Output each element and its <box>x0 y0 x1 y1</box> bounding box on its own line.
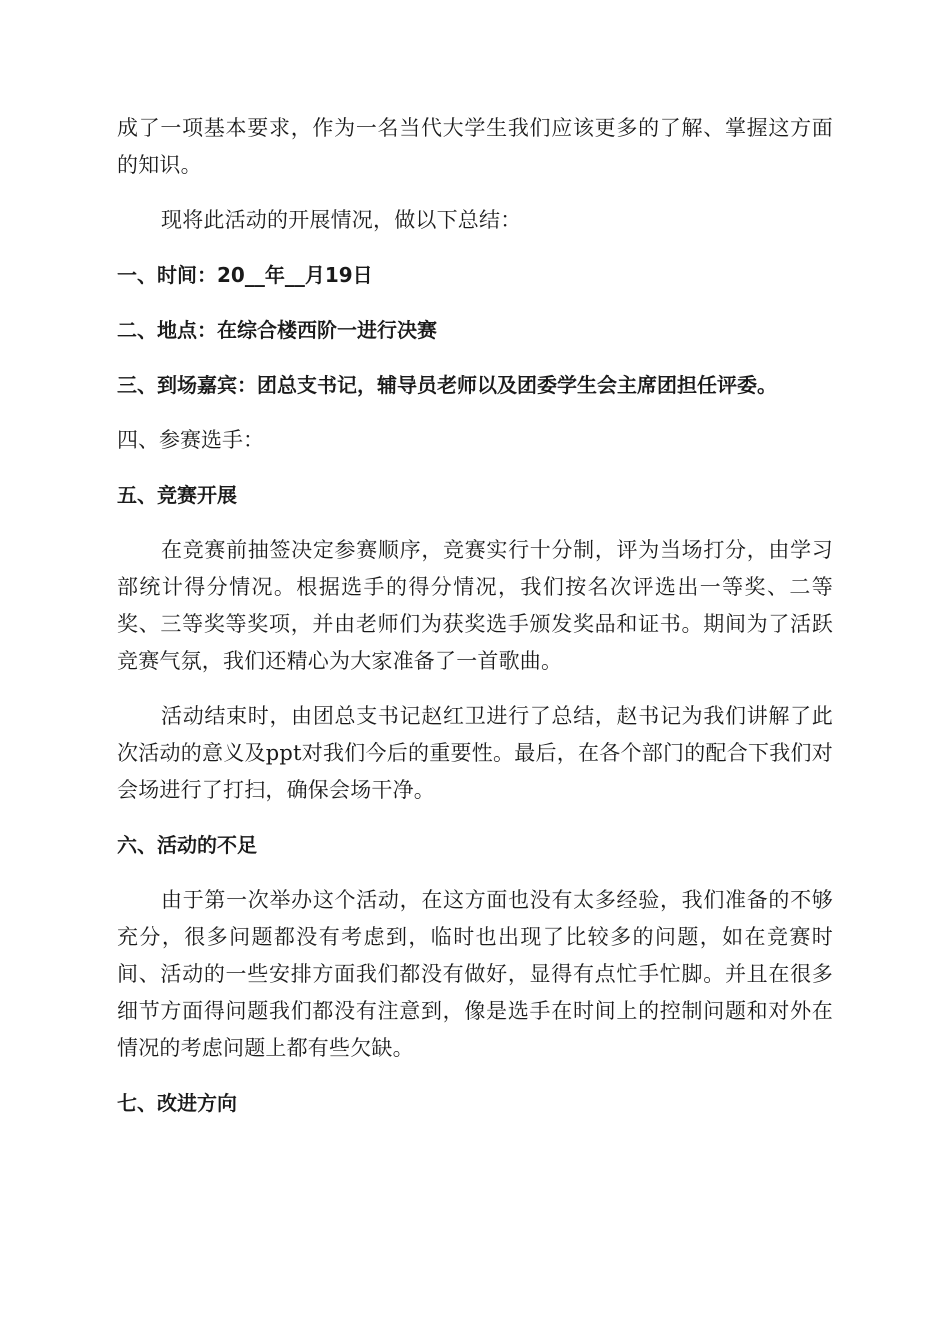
section-time-heading: 一、时间：20__年__月19日 <box>117 263 373 287</box>
section-improvement-heading: 七、改进方向 <box>117 1091 237 1115</box>
section-competition-heading: 五、竞赛开展 <box>117 483 237 507</box>
section-contestants-heading: 四、参赛选手： <box>117 428 264 452</box>
summary-lead-paragraph: 现将此活动的开展情况，做以下总结： <box>161 208 522 232</box>
section-shortcomings-heading: 六、活动的不足 <box>117 833 257 857</box>
intro-continuation-paragraph: 成了一项基本要求，作为一名当代大学生我们应该更多的了解、掌握这方面的知识。 <box>117 116 833 177</box>
shortcomings-paragraph: 由于第一次举办这个活动，在这方面也没有太多经验，我们准备的不够充分，很多问题都没有考虑到，临时也出现了比较多的问题，如在竞赛时间、活动的一些安排方面我们都没有做好，显得有点忙手忙脚。并且在很多细节方面得问题我们都没有注意到，像是选手在时间上的控制问题和对外在情况的考虑问题上都有些欠缺。 <box>117 888 833 1060</box>
competition-paragraph-2: 活动结束时，由团总支书记赵红卫进行了总结，赵书记为我们讲解了此次活动的意义及ppt对我们今后的重要性。最后，在各个部门的配合下我们对会场进行了打扫，确保会场干净。 <box>117 704 833 802</box>
section-location-heading: 二、地点：在综合楼西阶一进行决赛 <box>117 318 437 342</box>
competition-paragraph-1: 在竞赛前抽签决定参赛顺序，竞赛实行十分制，评为当场打分，由学习部统计得分情况。根据选手的得分情况，我们按名次评选出一等奖、二等奖、三等奖等奖项，并由老师们为获奖选手颁发奖品和证书。期间为了活跃竞赛气氛，我们还精心为大家准备了一首歌曲。 <box>117 538 833 673</box>
document-page <box>117 110 833 1140</box>
section-guests-heading: 三、到场嘉宾：团总支书记，辅导员老师以及团委学生会主席团担任评委。 <box>117 373 777 397</box>
